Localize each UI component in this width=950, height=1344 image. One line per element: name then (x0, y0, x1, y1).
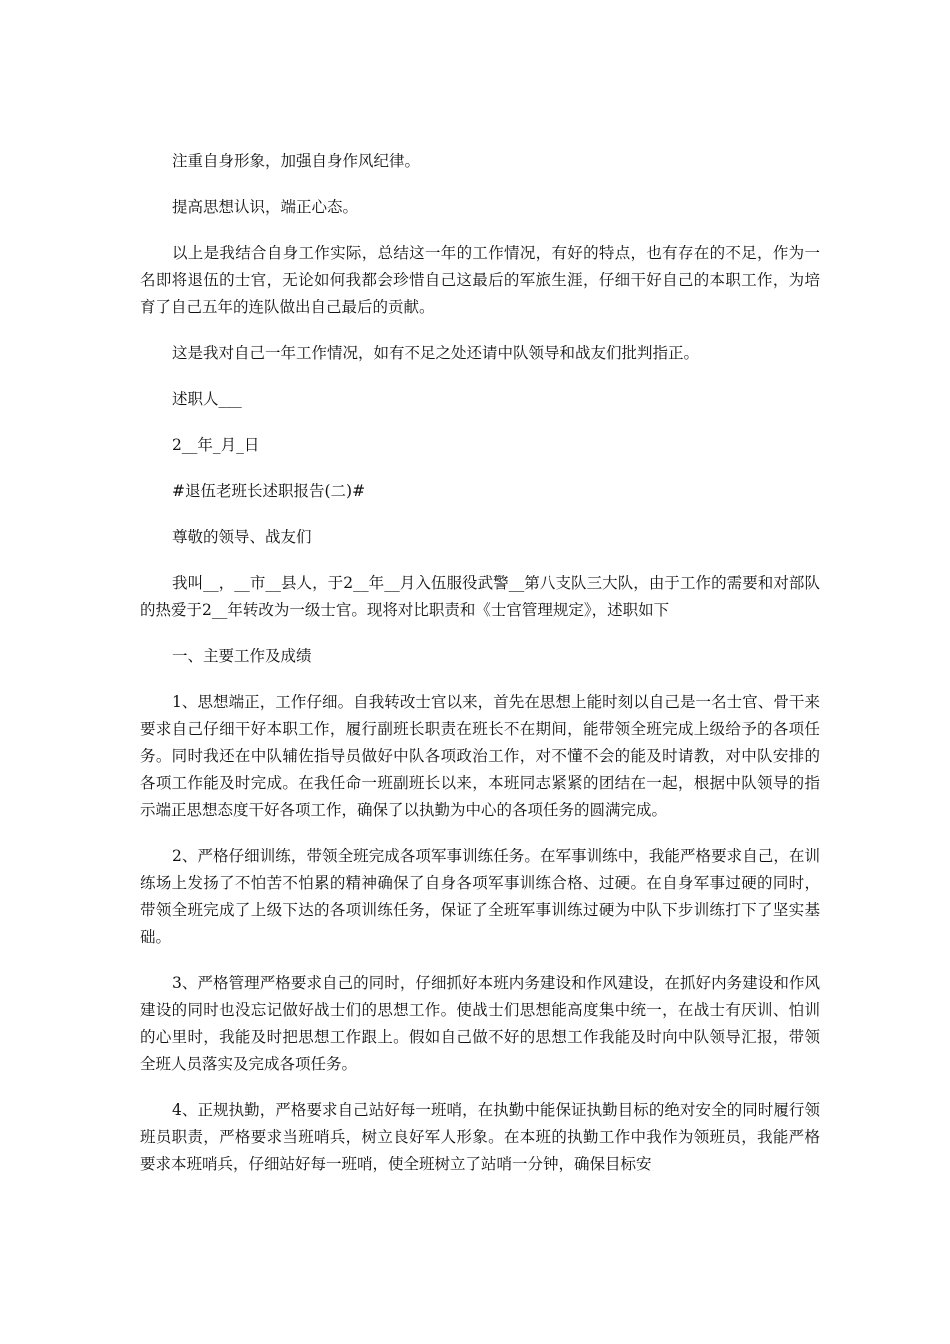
paragraph-introduction: 我叫__，__市__县人，于2__年__月入伍服役武警__第八支队三大队，由于工作的需要和对部队的热爱于2__年转改为一级士官。现将对比职责和《士官管理规定》，述职如下 (140, 574, 820, 619)
paragraph-raise-awareness: 提高思想认识，端正心态。 (172, 198, 359, 216)
paragraph-summary: 以上是我结合自身工作实际，总结这一年的工作情况，有好的特点，也有存在的不足，作为一名即将退伍的士官，无论如何我都会珍惜自己这最后的军旅生涯，仔细干好自己的本职工作，为培育了自己五年的连队做出自己最后的贡献。 (140, 244, 820, 316)
section-heading-main-work: 一、主要工作及成绩 (172, 647, 312, 665)
paragraph-closing-request: 这是我对自己一年工作情况，如有不足之处还请中队领导和战友们批判指正。 (172, 344, 700, 362)
paragraph-item-1: 1、思想端正，工作仔细。自我转改士官以来，首先在思想上能时刻以自己是一名士官、骨干来要求自己仔细干好本职工作，履行副班长职责在班长不在期间，能带领全班完成上级给予的各项任务。同时我还在中队辅佐指导员做好中队各项政治工作，对不懂不会的能及时请教，对中队安排的各项工作能及时完成。在我任命一班副班长以来，本班同志紧紧的团结在一起，根据中队领导的指示端正思想态度干好各项工作，确保了以执勤为中心的各项任务的圆满完成。 (140, 693, 820, 819)
report-title: #退伍老班长述职报告(二)# (172, 482, 366, 500)
paragraph-item-3: 3、严格管理严格要求自己的同时，仔细抓好本班内务建设和作风建设，在抓好内务建设和作风建设的同时也没忘记做好战士们的思想工作。使战士们思想能高度集中统一，在战士有厌训、怕训的心里时，我能及时把思想工作跟上。假如自己做不好的思想工作我能及时向中队领导汇报，带领全班人员落实及完成各项任务。 (140, 974, 820, 1073)
signature-line: 述职人___ (172, 390, 242, 408)
salutation: 尊敬的领导、战友们 (172, 528, 312, 546)
document-body (140, 148, 820, 1197)
paragraph-self-image: 注重自身形象，加强自身作风纪律。 (172, 152, 421, 170)
paragraph-item-2: 2、严格仔细训练，带领全班完成各项军事训练任务。在军事训练中，我能严格要求自己，在训练场上发扬了不怕苦不怕累的精神确保了自身各项军事训练合格、过硬。在自身军事过硬的同时，带领全班完成了上级下达的各项训练任务，保证了全班军事训练过硬为中队下步训练打下了坚实基础。 (140, 847, 820, 946)
paragraph-item-4: 4、正规执勤，严格要求自己站好每一班哨，在执勤中能保证执勤目标的绝对安全的同时履行领班员职责，严格要求当班哨兵，树立良好军人形象。在本班的执勤工作中我作为领班员，我能严格要求本班哨兵，仔细站好每一班哨，使全班树立了站哨一分钟，确保目标安 (140, 1101, 820, 1173)
date-line: 2__年_月_日 (172, 436, 260, 454)
